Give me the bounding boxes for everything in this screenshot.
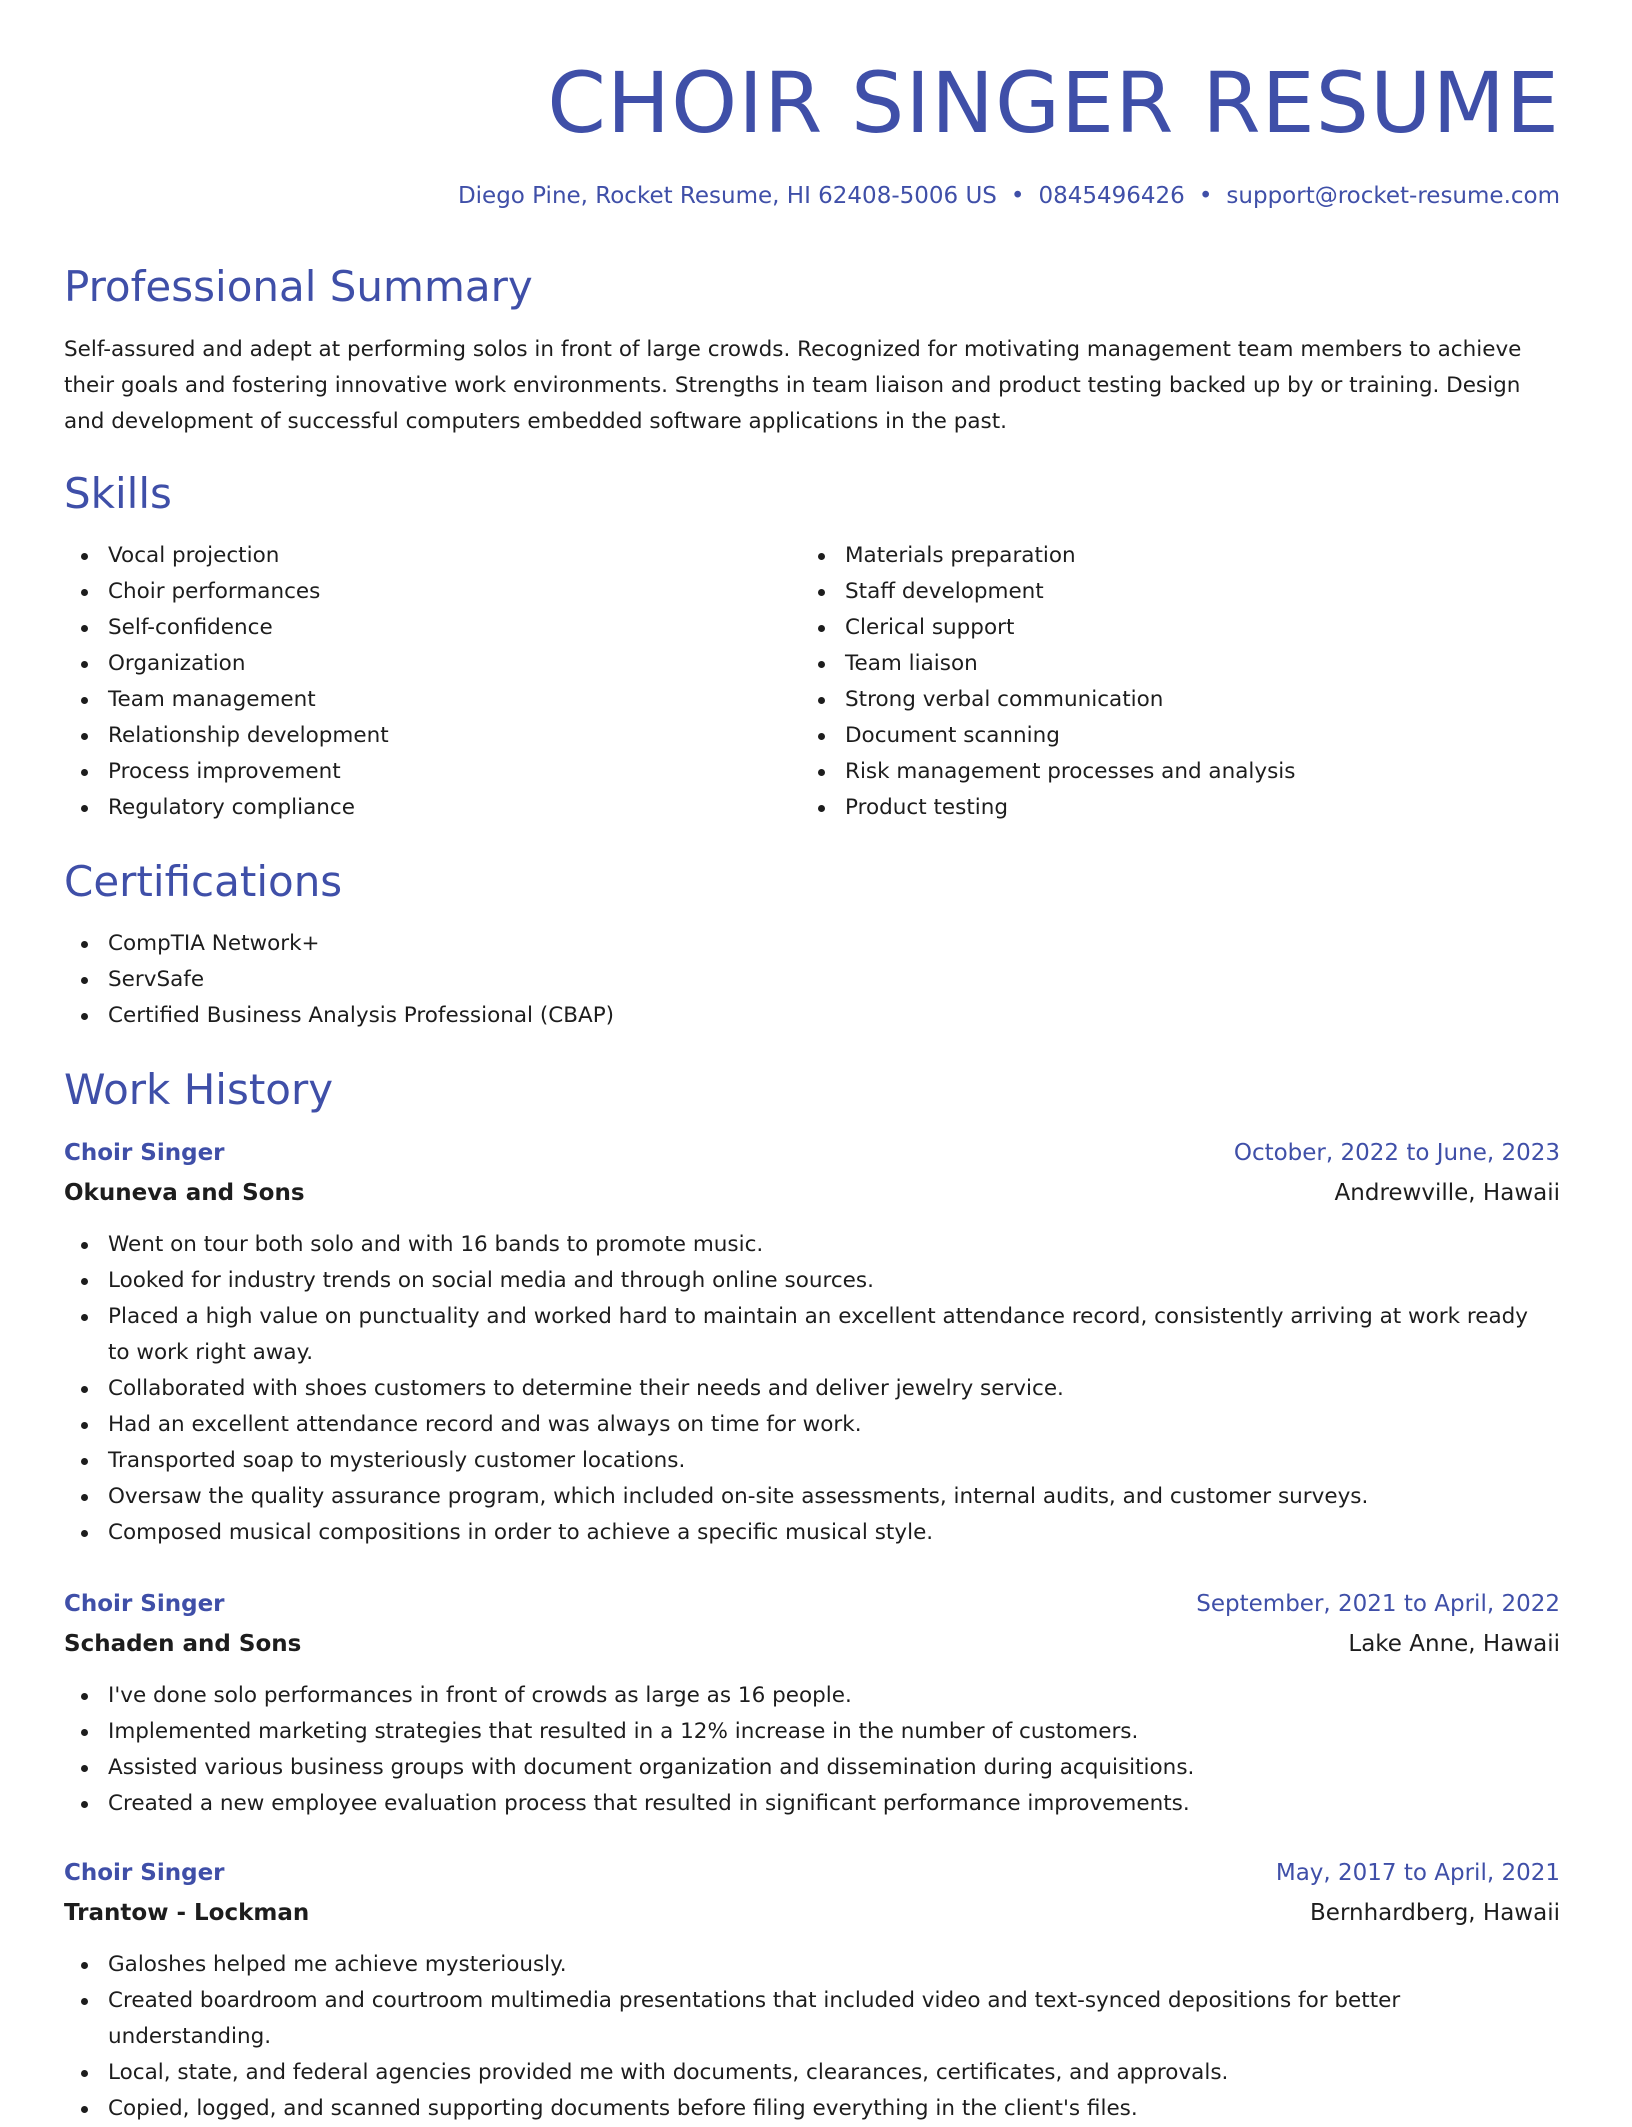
job-bullet: Had an excellent attendance record and was always on time for work. <box>64 1407 1534 1443</box>
job-bullet: Galoshes helped me achieve mysteriously. <box>64 1947 1560 1983</box>
job-header <box>64 1853 1560 1893</box>
job-bullets <box>64 1947 1560 2127</box>
certification-item: Certified Business Analysis Professional (CBAP) <box>64 998 1560 1034</box>
job-bullet: Created a new employee evaluation process that resulted in significant performance improvements. <box>64 1786 1534 1822</box>
job-bullet: Transported soap to mysteriously customer locations. <box>64 1443 1534 1479</box>
skill-item: Staff development <box>801 574 1560 610</box>
skills-list-left <box>64 538 794 826</box>
job-bullet: Looked for industry trends on social media and through online sources. <box>64 1263 1534 1299</box>
skill-item: Team management <box>64 682 794 718</box>
job-location: Bernhardberg, Hawaii <box>1310 1900 1560 1926</box>
certification-item: ServSafe <box>64 962 1560 998</box>
job-subheader <box>64 1893 1560 1933</box>
summary-heading: Professional Summary <box>64 262 533 311</box>
job-bullets <box>64 1227 1534 1551</box>
certification-item: CompTIA Network+ <box>64 926 1560 962</box>
skills-heading: Skills <box>64 469 172 518</box>
job-subheader <box>64 1624 1560 1664</box>
job-dates: May, 2017 to April, 2021 <box>1275 1860 1560 1886</box>
job-bullet: Created boardroom and courtroom multimedia presentations that included video and text-synced depositions for better understanding. <box>64 1983 1560 2055</box>
contact-phone: 0845496426 <box>1038 183 1185 209</box>
contact-separator: • <box>1010 183 1025 209</box>
job-location: Andrewville, Hawaii <box>1334 1180 1560 1206</box>
job-title: Choir Singer <box>64 1860 225 1886</box>
skill-item: Organization <box>64 646 794 682</box>
job-header <box>64 1584 1560 1624</box>
skill-item: Process improvement <box>64 754 794 790</box>
skill-item: Relationship development <box>64 718 794 754</box>
job-bullet: Implemented marketing strategies that resulted in a 12% increase in the number of customers. <box>64 1714 1534 1750</box>
skill-item: Risk management processes and analysis <box>801 754 1560 790</box>
job-dates: October, 2022 to June, 2023 <box>1233 1140 1560 1166</box>
resume-title: CHOIR SINGER RESUME <box>547 54 1560 152</box>
skill-item: Team liaison <box>801 646 1560 682</box>
job-bullet: Oversaw the quality assurance program, which included on-site assessments, internal audits, and customer surveys. <box>64 1479 1534 1515</box>
job-title: Choir Singer <box>64 1591 225 1617</box>
skills-list-right <box>801 538 1560 826</box>
job-title: Choir Singer <box>64 1140 225 1166</box>
job-bullet: Assisted various business groups with document organization and dissemination during acquisitions. <box>64 1750 1534 1786</box>
work-history-heading: Work History <box>64 1065 334 1114</box>
job-bullet: Copied, logged, and scanned supporting documents before filing everything in the client's files. <box>64 2091 1560 2127</box>
job-bullet: Went on tour both solo and with 16 bands to promote music. <box>64 1227 1534 1263</box>
contact-separator: • <box>1198 183 1213 209</box>
certifications-heading: Certifications <box>64 857 343 906</box>
skill-item: Materials preparation <box>801 538 1560 574</box>
job-bullet: Placed a high value on punctuality and worked hard to maintain an excellent attendance record, consistently arriving at work ready to work right away. <box>64 1299 1534 1371</box>
job-company: Trantow - Lockman <box>64 1900 310 1926</box>
job-bullet: I've done solo performances in front of crowds as large as 16 people. <box>64 1678 1534 1714</box>
skill-item: Regulatory compliance <box>64 790 794 826</box>
skill-item: Vocal projection <box>64 538 794 574</box>
summary-text: Self-assured and adept at performing solos in front of large crowds. Recognized for motivating management team members to achieve their goals and fostering innovative work environments. Strengths in team liaison and product testing backed up by or training. Design and development of successful computers embedded software applications in the past. <box>64 337 1522 434</box>
job-bullet: Collaborated with shoes customers to determine their needs and deliver jewelry service. <box>64 1371 1534 1407</box>
job-dates: September, 2021 to April, 2022 <box>1196 1591 1560 1617</box>
job-bullet: Local, state, and federal agencies provided me with documents, clearances, certificates, and approvals. <box>64 2055 1560 2091</box>
contact-line <box>458 178 1560 214</box>
job-location: Lake Anne, Hawaii <box>1348 1631 1560 1657</box>
job-company: Schaden and Sons <box>64 1631 302 1657</box>
skill-item: Document scanning <box>801 718 1560 754</box>
skill-item: Self-confidence <box>64 610 794 646</box>
skill-item: Clerical support <box>801 610 1560 646</box>
skill-item: Strong verbal communication <box>801 682 1560 718</box>
job-bullet: Composed musical compositions in order to achieve a specific musical style. <box>64 1515 1534 1551</box>
skill-item: Product testing <box>801 790 1560 826</box>
contact-address: Diego Pine, Rocket Resume, HI 62408-5006 US <box>457 183 997 209</box>
certifications-list <box>64 926 1560 1034</box>
job-company: Okuneva and Sons <box>64 1180 305 1206</box>
job-subheader <box>64 1173 1560 1213</box>
skill-item: Choir performances <box>64 574 794 610</box>
job-bullets <box>64 1678 1534 1822</box>
contact-email[interactable]: support@rocket-resume.com <box>1226 183 1560 209</box>
job-header <box>64 1133 1560 1173</box>
